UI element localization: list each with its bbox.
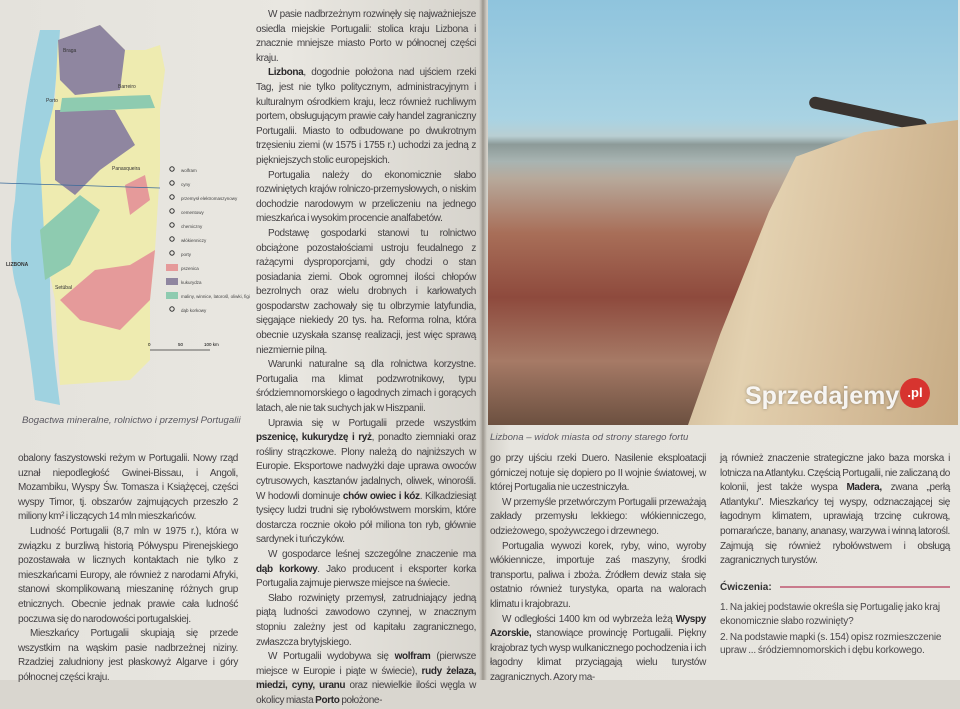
legend-swatch [166,292,178,299]
map-caption: Bogactwa mineralne, rolnictwo i przemysł Portugalii [22,415,241,426]
legend-label: pszenica [181,266,199,271]
text-run: położone- [339,694,383,706]
left-column-text [18,452,238,686]
city-label: Setúbal [55,285,72,291]
text-run: Podstawę gospodarki stanowi tu rolnictwo obciążone pozostałościami ustroju feudalnego z rażącymi dysproporcjami, gdy chodzi o stan posiadania ziemi. Obok ogromnej ilości chłopów bezrolnych oraz wielu drobnych i karłowatych gospodarstw zachowały się tu olbrzymie latyfundia, sięgające niekiedy 20 tys. ha. Reforma rolna, która obecnie uzyskała szansę realizacji, jest więc sprawą niezmiernie pilną. [256,227,476,356]
text-run: W Portugalii wydobywa się [268,651,395,663]
bold-term: Lizbona [268,67,304,79]
city-label: Porto [46,98,58,104]
legend-label: kukurydza [181,280,202,285]
paragraph [490,613,706,686]
right-column-1-text [490,452,706,686]
exercise-item: 2. Na podstawie mapki (s. 154) opisz rozmieszczenie upraw ... śródziemnomorskich i dębu korkowego. [720,631,942,657]
legend-label: porty [181,252,192,257]
text-run: stanowiące prowincję Portugalii. Piękny krajobraz tych wysp wulkanicznego pochodzenia i ich łagodny klimat przyciągają wielu turystów zagranicznych. Azory ma- [490,628,706,683]
bold-term: Porto [315,694,340,706]
legend-symbol-icon [170,251,174,255]
text-run: Słabo rozwinięty przemysł, zatrudniający jedną piątą ludności zawodowo czynnej, w znacznym stopniu zależny jest od kapitału zagranicznego, zwłaszcza brytyjskiego. [256,592,476,648]
text-run: Portugalia należy do ekonomicznie słabo rozwiniętych krajów rolniczo-przemysłowych, o niskim dochodzie narodowym w przeliczeniu na jednego mieszkańca i wysokim procencie analfabetów. [256,169,476,225]
legend-swatch [166,264,178,271]
text-run: go przy ujściu rzeki Duero. Nasilenie eksploatacji górniczej notuje się dopiero po II wojnie światowej, w której Portugalia nie uczestniczyła. [490,453,706,494]
text-run: W odległości 1400 km od wybrzeża leżą [502,613,676,625]
legend-symbol-icon [170,167,174,171]
text-run: oraz niewielkie ilości węgla w okolicy miasta [256,680,476,706]
bold-term: dąb korkowy [256,563,318,575]
text-run: Warunki naturalne są dla rolnictwa korzystne. Portugalia ma klimat podzwrotnikowy, typu śródziemnomorskiego o łagodnych zimach i gorących latach, ale nie tak suchych jak w Hiszpanii. [256,359,476,415]
exercises [720,581,950,658]
bold-term: chów owiec i kóz [342,490,420,502]
right-column-2-text [720,452,950,658]
legend-label: cementowy [181,210,204,215]
text-run: W przemyśle przetwórczym Portugalii przeważają zakłady przemysłu lekkiego: włókienniczego, odzieżowego, spożywczego i drzewnego. [490,496,706,537]
photo-caption: Lizbona – widok miasta od strony starego fortu [490,432,689,443]
paragraph [256,650,476,708]
bold-term: Madera, [846,482,882,494]
text-run: Mieszkańcy Portugalii skupiają się przede wszystkim na wąskim pasie nadbrzeżnej niziny. Rzadziej zaludniony jest płaskowyż Algarve i góry północnej części kraju. [18,628,238,683]
legend-label: dąb korkowy [181,308,207,313]
legend-swatch [166,278,178,285]
paragraph [256,227,476,358]
legend-label: maliny, winnice, latorośl, oliwki, figi [181,294,250,299]
legend-symbol-icon [170,181,174,185]
city-label: Braga [63,48,77,54]
book-gutter [479,0,487,680]
paragraph [490,540,706,613]
legend-symbol-icon [170,223,174,227]
paragraph [256,169,476,227]
paragraph [18,452,238,525]
text-run: . Jako producent i eksporter korka Portugalia zajmuje pierwsze miejsce na świecie. [256,563,476,590]
paragraph [256,358,476,416]
legend-label: chemiczny [181,224,203,229]
scale-label: 50 [178,342,184,347]
scale-label: 0 [148,342,151,347]
lisbon-photo [488,0,958,425]
exercises-title: Ćwiczenia: [720,581,772,593]
text-run: ją również znaczenie strategiczne jako baza morska i lotnicza na Atlantyku. Częścią Portugalii, nie zaliczaną do kolonii, jest także wyspa [720,453,950,494]
text-run: Uprawia się w Portugalii przede wszystkim [268,417,476,429]
maize-region-north [58,25,125,95]
legend-symbol-icon [170,307,174,311]
bold-term: rudy żelaza, miedzi, cyny, uranu [256,665,477,692]
text-run: Ludność Portugalii (8,7 mln w 1975 r.), która w związku z burzliwą historią Półwyspu Pirenejskiego pozostawała w licznych kontaktach nie tylko z mieszkańcami Europy, ale również z narodami Afryki, stanowi skomplikowaną mieszaninę różnych grup etnicznych. Obecnie jednak prawie cała ludność poczuwa się do narodowości portugalskiej. [18,525,238,625]
paragraph [256,8,476,66]
map-legend [166,167,250,313]
divider [780,586,950,588]
city-label: Panasqueira [112,166,141,172]
exercise-item: 1. Na jakiej podstawie określa się Portugalię jako kraj ekonomicznie słabo rozwinięty? [720,602,940,627]
legend-label: cyny [181,182,191,187]
paragraph [256,417,476,548]
text-run: W pasie nadbrzeżnym rozwinęły się najważniejsze osiedla miejskie Portugalii: stolica kraju Lizbona i znacznie mniejsze miasto Porto w północnej części kraju. [256,9,476,64]
scale-label: 100 km [204,342,219,347]
text-run: , dogodnie położona nad ujściem rzeki Tag, jest nie tylko politycznym, administracyjnym i kulturalnym ośrodkiem kraju, lecz również ruchliwym portem, obsługującym prawie cały handel zagraniczny Portugalii. Miasto to odbudowane po dwukrotnym trzęsieniu ziemi (w 1575 i 1755 r.) uchodzi za jedną z piękniejszych stolic europejskich. [256,67,476,166]
watermark-badge: .pl [900,378,930,408]
middle-column-text [256,8,476,709]
paragraph [256,66,476,168]
paragraph [720,452,950,569]
city-label: LIZBONA [6,262,29,268]
text-run: W gospodarce leśnej szczególne znaczenie ma [268,548,476,560]
text-run: zwana „perłą Atlantyku”. Mieszkańcy tej wyspy, odznaczającej się łagodnym klimatem, uprawiają trzcinę cukrową, pomarańcze, banany, ananasy, warzywa i winną latorośl. Zajmują się również rybołówstwem i obsługą zagranicznych turystów. [720,482,950,567]
bold-term: pszenicę, kukurydzę i ryż [256,432,372,444]
text-run: . Kilkadziesiąt tysięcy ludzi trudni się rybołówstwem morskim, które dostarcza rocznie około pół miliona ton ryb, głównie sardynek i tuńczyków. [256,490,476,546]
text-run: Portugalia wywozi korek, ryby, wino, wyroby włókiennicze, importuje zaś maszyny, środki transportu, paliwa i zboża. Źródłem dewiz stała się ostatnio również turystyka, oparta na walorach klimatu i krajobrazu. [490,540,706,610]
text-run: , ponadto ziemniaki oraz rośliny strączkowe. Plony należą do najniższych w Europie. Eksportowe nadwyżki daje uprawa owoców cytrusowych, kasztanów jadalnych, oliwek, winorośli. W hodowli dominuje [256,432,476,502]
text-run: obalony faszystowski reżym w Portugalii. Nowy rząd uznał niepodległość Gwinei-Bissau, i Angoli, Mozambiku, Wyspy Św. Tomasza i Książęcej, części wyspy Timor, tj. obszarów zajmujących przeszło 2 miliony km² i liczących 14 mln mieszkańców. [18,453,238,523]
city-label: Barreiro [118,84,136,90]
text-run: (pierwsze miejsce w Europie i piąte w świecie), [256,651,477,677]
watermark-logo: Sprzedajemy [745,382,900,410]
legend-symbol-icon [170,209,174,213]
paragraph [256,548,476,592]
right-column-2-paragraphs [720,452,950,569]
paragraph [18,627,238,685]
bold-term: Wyspy Azorskie, [490,613,706,640]
legend-symbol-icon [170,237,174,241]
paragraph [490,496,706,540]
paragraph [18,525,238,627]
paragraph [490,452,706,496]
paragraph [256,592,476,650]
legend-label: wolfram [181,168,197,173]
legend-label: włókienniczy [181,238,207,243]
portugal-resources-map [0,0,250,410]
legend-label: przemysł elektromaszynowy [181,196,238,201]
bold-term: wolfram [394,651,431,663]
legend-symbol-icon [170,195,174,199]
